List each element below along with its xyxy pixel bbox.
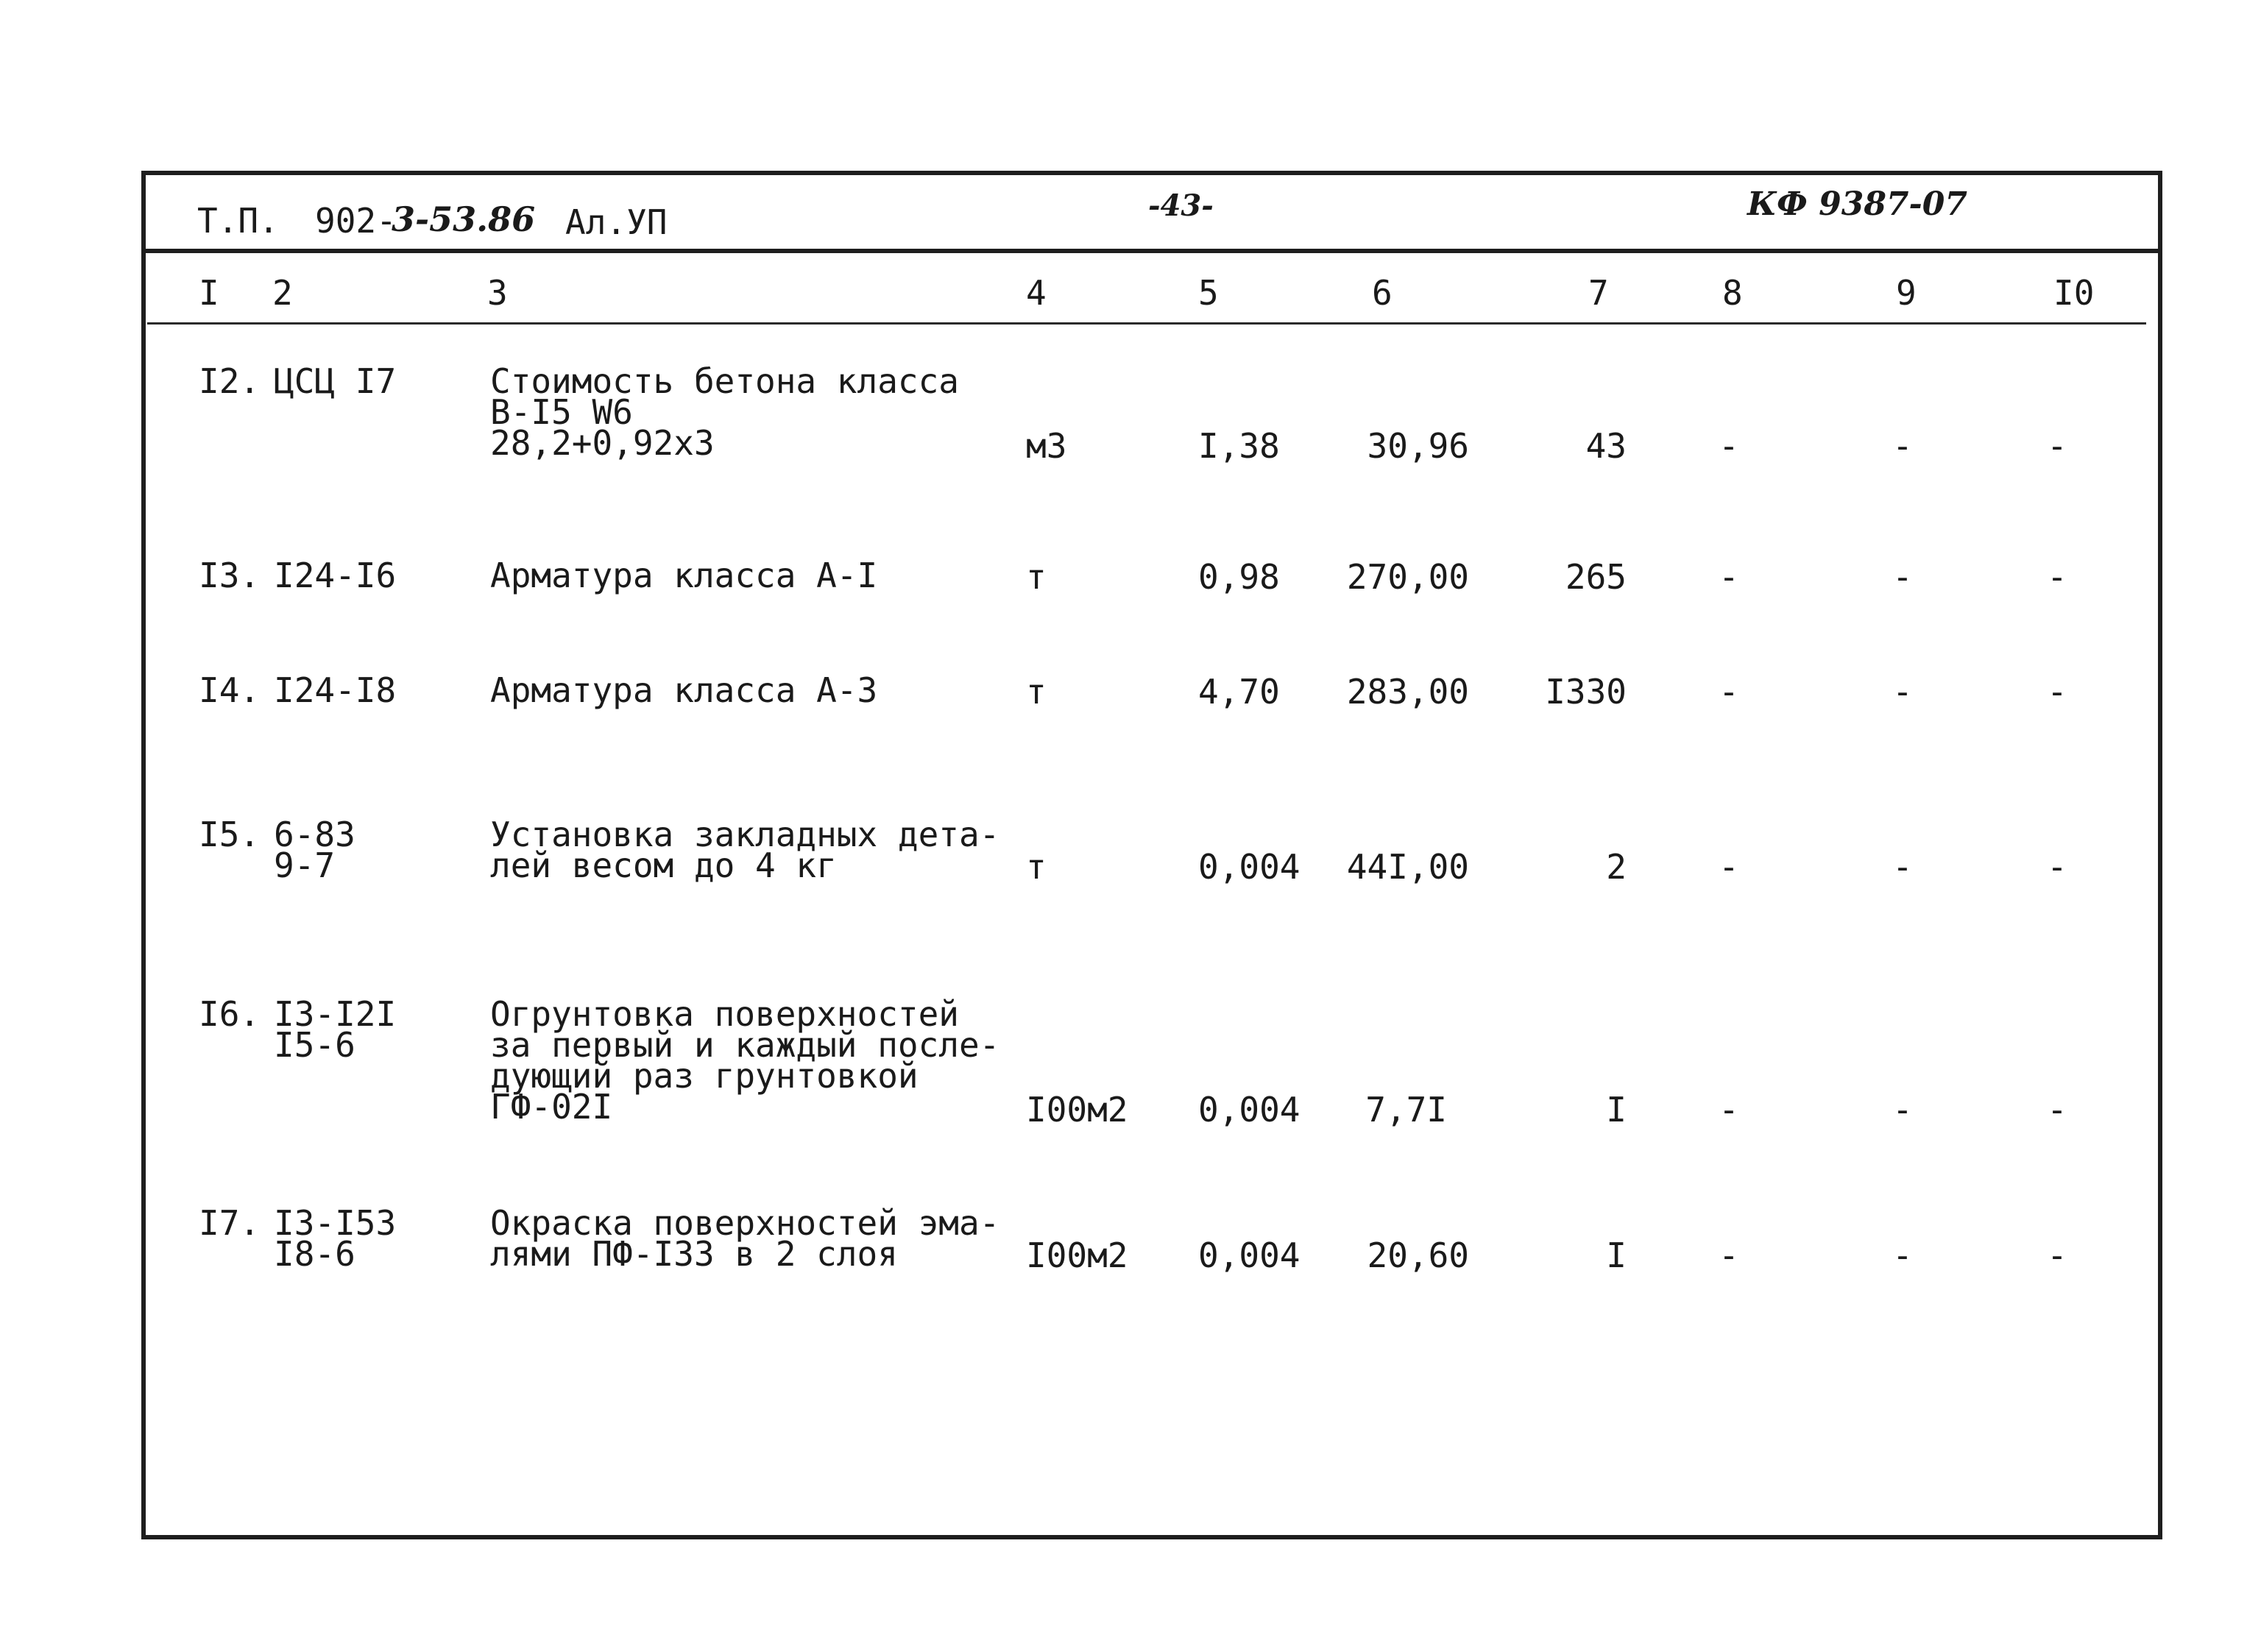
row-number: I5. — [199, 815, 261, 854]
row-description-line: Окраска поверхностей эма- — [490, 1203, 1000, 1243]
header-project-typed: 902- — [315, 201, 397, 241]
row-description-line: 28,2+0,92х3 — [490, 423, 715, 463]
row-unit: т — [1026, 847, 1047, 887]
row-unit: м3 — [1026, 426, 1067, 466]
row-number: I6. — [199, 994, 261, 1034]
row-price: 44I,00 — [1346, 847, 1469, 887]
header-divider — [141, 249, 2162, 253]
column-header-divider — [147, 322, 2146, 325]
row-number: I2. — [199, 361, 261, 401]
row-code-line: 6-83 — [274, 815, 355, 854]
row-quantity: I,38 — [1198, 426, 1280, 466]
row-col10: - — [2047, 672, 2067, 712]
row-price: 7,7I — [1365, 1090, 1447, 1130]
column-header-4: 4 — [1026, 273, 1047, 313]
row-col10: - — [2047, 847, 2067, 887]
row-col9: - — [1892, 426, 1913, 466]
row-unit: I00м2 — [1026, 1090, 1128, 1130]
row-number: I3. — [199, 556, 261, 595]
page-number: -43- — [1148, 188, 1214, 223]
row-description-line: Арматура класса А-3 — [490, 670, 878, 710]
row-total: 43 — [1585, 426, 1627, 466]
row-description-line: Арматура класса А-I — [490, 556, 878, 595]
column-header-6: 6 — [1372, 273, 1393, 313]
row-quantity: 0,98 — [1198, 557, 1280, 597]
row-description-line: дующий раз грунтовкой — [490, 1056, 919, 1096]
row-col8: - — [1719, 426, 1739, 466]
row-quantity: 4,70 — [1198, 672, 1280, 712]
row-col9: - — [1892, 1090, 1913, 1130]
sheet-frame — [141, 171, 2162, 1539]
row-col10: - — [2047, 426, 2067, 466]
row-description-line: за первый и каждый после- — [490, 1025, 1000, 1065]
row-unit: т — [1026, 672, 1047, 712]
header-project-handwritten: 3-53.86 — [392, 199, 536, 239]
column-header-8: 8 — [1722, 273, 1743, 313]
header-album: Ал.УП — [565, 202, 668, 242]
row-total: I — [1606, 1236, 1627, 1275]
row-col8: - — [1719, 847, 1739, 887]
row-col10: - — [2047, 1236, 2067, 1275]
row-code-line: 9-7 — [274, 846, 336, 885]
row-col8: - — [1719, 672, 1739, 712]
row-col10: - — [2047, 1090, 2067, 1130]
row-unit: I00м2 — [1026, 1236, 1128, 1275]
row-quantity: 0,004 — [1198, 1090, 1301, 1130]
row-description-line: ГФ-02I — [490, 1087, 613, 1127]
row-col9: - — [1892, 557, 1913, 597]
row-price: 20,60 — [1367, 1236, 1469, 1275]
row-number: I7. — [199, 1203, 261, 1243]
row-total: 2 — [1606, 847, 1627, 887]
column-header-10: I0 — [2053, 273, 2095, 313]
column-header-5: 5 — [1198, 273, 1219, 313]
row-total: 265 — [1565, 557, 1627, 597]
row-price: 283,00 — [1346, 672, 1469, 712]
row-code-line: I24-I6 — [274, 556, 397, 595]
column-header-2: 2 — [272, 273, 293, 313]
row-quantity: 0,004 — [1198, 1236, 1301, 1275]
row-description-line: лей весом до 4 кг — [490, 846, 837, 885]
row-description-line: лями ПФ-I33 в 2 слоя — [490, 1234, 898, 1274]
row-number: I4. — [199, 670, 261, 710]
column-header-7: 7 — [1588, 273, 1609, 313]
row-description-line: В-I5 W6 — [490, 392, 633, 432]
row-total: I — [1606, 1090, 1627, 1130]
row-code-line: I3-I53 — [274, 1203, 397, 1243]
row-description-line: Установка закладных дета- — [490, 815, 1000, 854]
row-code-line: ЦСЦ I7 — [274, 361, 397, 401]
column-header-1: I — [199, 273, 219, 313]
row-col10: - — [2047, 557, 2067, 597]
row-code-line: I3-I2I — [274, 994, 397, 1034]
row-total: I330 — [1545, 672, 1627, 712]
row-col8: - — [1719, 1236, 1739, 1275]
row-code-line: I8-6 — [274, 1234, 355, 1274]
header-prefix: Т.П. — [197, 201, 279, 241]
column-header-3: 3 — [487, 273, 508, 313]
document-code: КФ 9387-07 — [1747, 185, 1968, 223]
row-col8: - — [1719, 1090, 1739, 1130]
row-col9: - — [1892, 1236, 1913, 1275]
column-header-9: 9 — [1896, 273, 1917, 313]
row-quantity: 0,004 — [1198, 847, 1301, 887]
row-col8: - — [1719, 557, 1739, 597]
row-description-line: Стоимость бетона класса — [490, 361, 959, 401]
row-code-line: I24-I8 — [274, 670, 397, 710]
row-price: 270,00 — [1346, 557, 1469, 597]
row-col9: - — [1892, 672, 1913, 712]
row-price: 30,96 — [1367, 426, 1469, 466]
row-description-line: Огрунтовка поверхностей — [490, 994, 959, 1034]
row-unit: т — [1026, 557, 1047, 597]
row-col9: - — [1892, 847, 1913, 887]
row-code-line: I5-6 — [274, 1025, 355, 1065]
